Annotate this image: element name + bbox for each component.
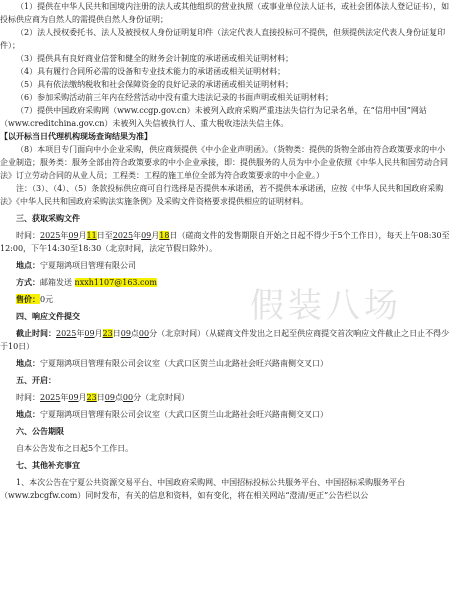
s7-text: 1、本次公告在宁夏公共资源交易平台、中国政府采购网、中国招标投标公共服务平台、中国招标采购服务平台（www.zbcgfw.com）同时发布，有关的信息和资料，如有变化，将在相关网站“澄清/更正”公告栏以公 bbox=[0, 478, 406, 500]
req-note-2: 注：（3）、（4）、（5）条款投标供应商可自行选择是否提供本承诺函，若不提供本承诺函，应按《中华人民共和国政府采购法》《中华人民共和国政府采购法实施条例》及采购文件资格要求提供相应的证明材料。 bbox=[0, 184, 444, 206]
req-item-5: （5）具有依法缴纳税收和社会保障资金的良好记录的承诺函或相关证明材料； bbox=[16, 80, 294, 89]
req-item-8: （8）本项目专门面向中小企业采购，供应商须提供《中小企业声明函》。（货物类：提供的货物全部由符合政策要求的中小企业制造；服务类：服务全部由符合政策要求的中小企业承接，即：提供服务的人员为中小企业依照《中华人民共和国劳动合同法》订立劳动合同的从业人员；工程类：工程的施工单位全部为符合政策要求的中小企业。） bbox=[0, 145, 448, 180]
s3-location: 地点：宁夏翔鸿项目管理有限公司 bbox=[16, 260, 136, 270]
s3-price: 售价：0元 bbox=[16, 294, 54, 304]
s3-time: 时间：2025年09月11日至2025年09月18日（磋商文件的发售期限自开始之日起不得少于5个工作日），每天上午08:30至12:00，下午14:30至18:30（北京时间，法定节假日除外）。 bbox=[0, 231, 450, 253]
req-item-6: （6）参加采购活动前三年内在经营活动中没有重大违法记录的书面声明或相关证明材料； bbox=[16, 93, 334, 102]
req-item-4: （4）具有履行合同所必需的设备和专业技术能力的承诺函或相关证明材料； bbox=[16, 67, 286, 76]
section-5-title: 五、开启： bbox=[16, 375, 56, 385]
s5-location: 地点：宁夏翔鸿项目管理有限公司会议室（大武口区贺兰山北路社会旺兴路南侧交叉口） bbox=[16, 409, 328, 419]
req-item-7: （7）提供中国政府采购网（www.ccgp.gov.cn）未被列入政府采购严重违法失信行为记录名单，在“信用中国”网站（www.creditchina.gov.cn）未被列入失信被执行人、重大税收违法失信主体。 bbox=[0, 106, 427, 128]
section-4-title: 四、响应文件提交 bbox=[16, 311, 80, 321]
s5-time: 时间：2025年09月23日09点00分（北京时间） bbox=[16, 393, 190, 402]
s4-deadline: 截止时间：2025年09月23日09点00分（北京时间）（从磋商文件发出之日起至供应商提交首次响应文件截止之日止不得少于10日） bbox=[0, 328, 450, 351]
req-item-3: （3）提供具有良好商业信誉和健全的财务会计制度的承诺函或相关证明材料； bbox=[16, 54, 294, 63]
watermark: 假装八场 bbox=[250, 286, 402, 326]
req-item-1: （1）提供在中华人民共和国境内注册的法人或其他组织的营业执照（或事业单位法人证书，或社会团体法人登记证书），如投标供应商为自然人的需提供自然人身份证明； bbox=[0, 2, 450, 24]
section-6-title: 六、公告期限 bbox=[16, 426, 64, 436]
section-3-title: 三、获取采购文件 bbox=[16, 213, 80, 223]
s6-text: 自本公告发布之日起5个工作日。 bbox=[16, 444, 134, 453]
req-note: 【以开标当日代理机构现场查询结果为准】 bbox=[0, 131, 152, 141]
s3-method: 方式：邮箱发送 nxxh1107@163.com bbox=[16, 277, 157, 287]
req-item-2: （2）法人授权委托书、法人及被授权人身份证明复印件（法定代表人直接投标可不提供，但须提供法定代表人身份证复印件）； bbox=[0, 28, 446, 50]
email-address: nxxh1107@163.com bbox=[74, 278, 157, 287]
section-7-title: 七、其他补充事宜 bbox=[16, 460, 80, 470]
s4-location: 地点：宁夏翔鸿项目管理有限公司会议室（大武口区贺兰山北路社会旺兴路南侧交叉口） bbox=[16, 358, 328, 368]
